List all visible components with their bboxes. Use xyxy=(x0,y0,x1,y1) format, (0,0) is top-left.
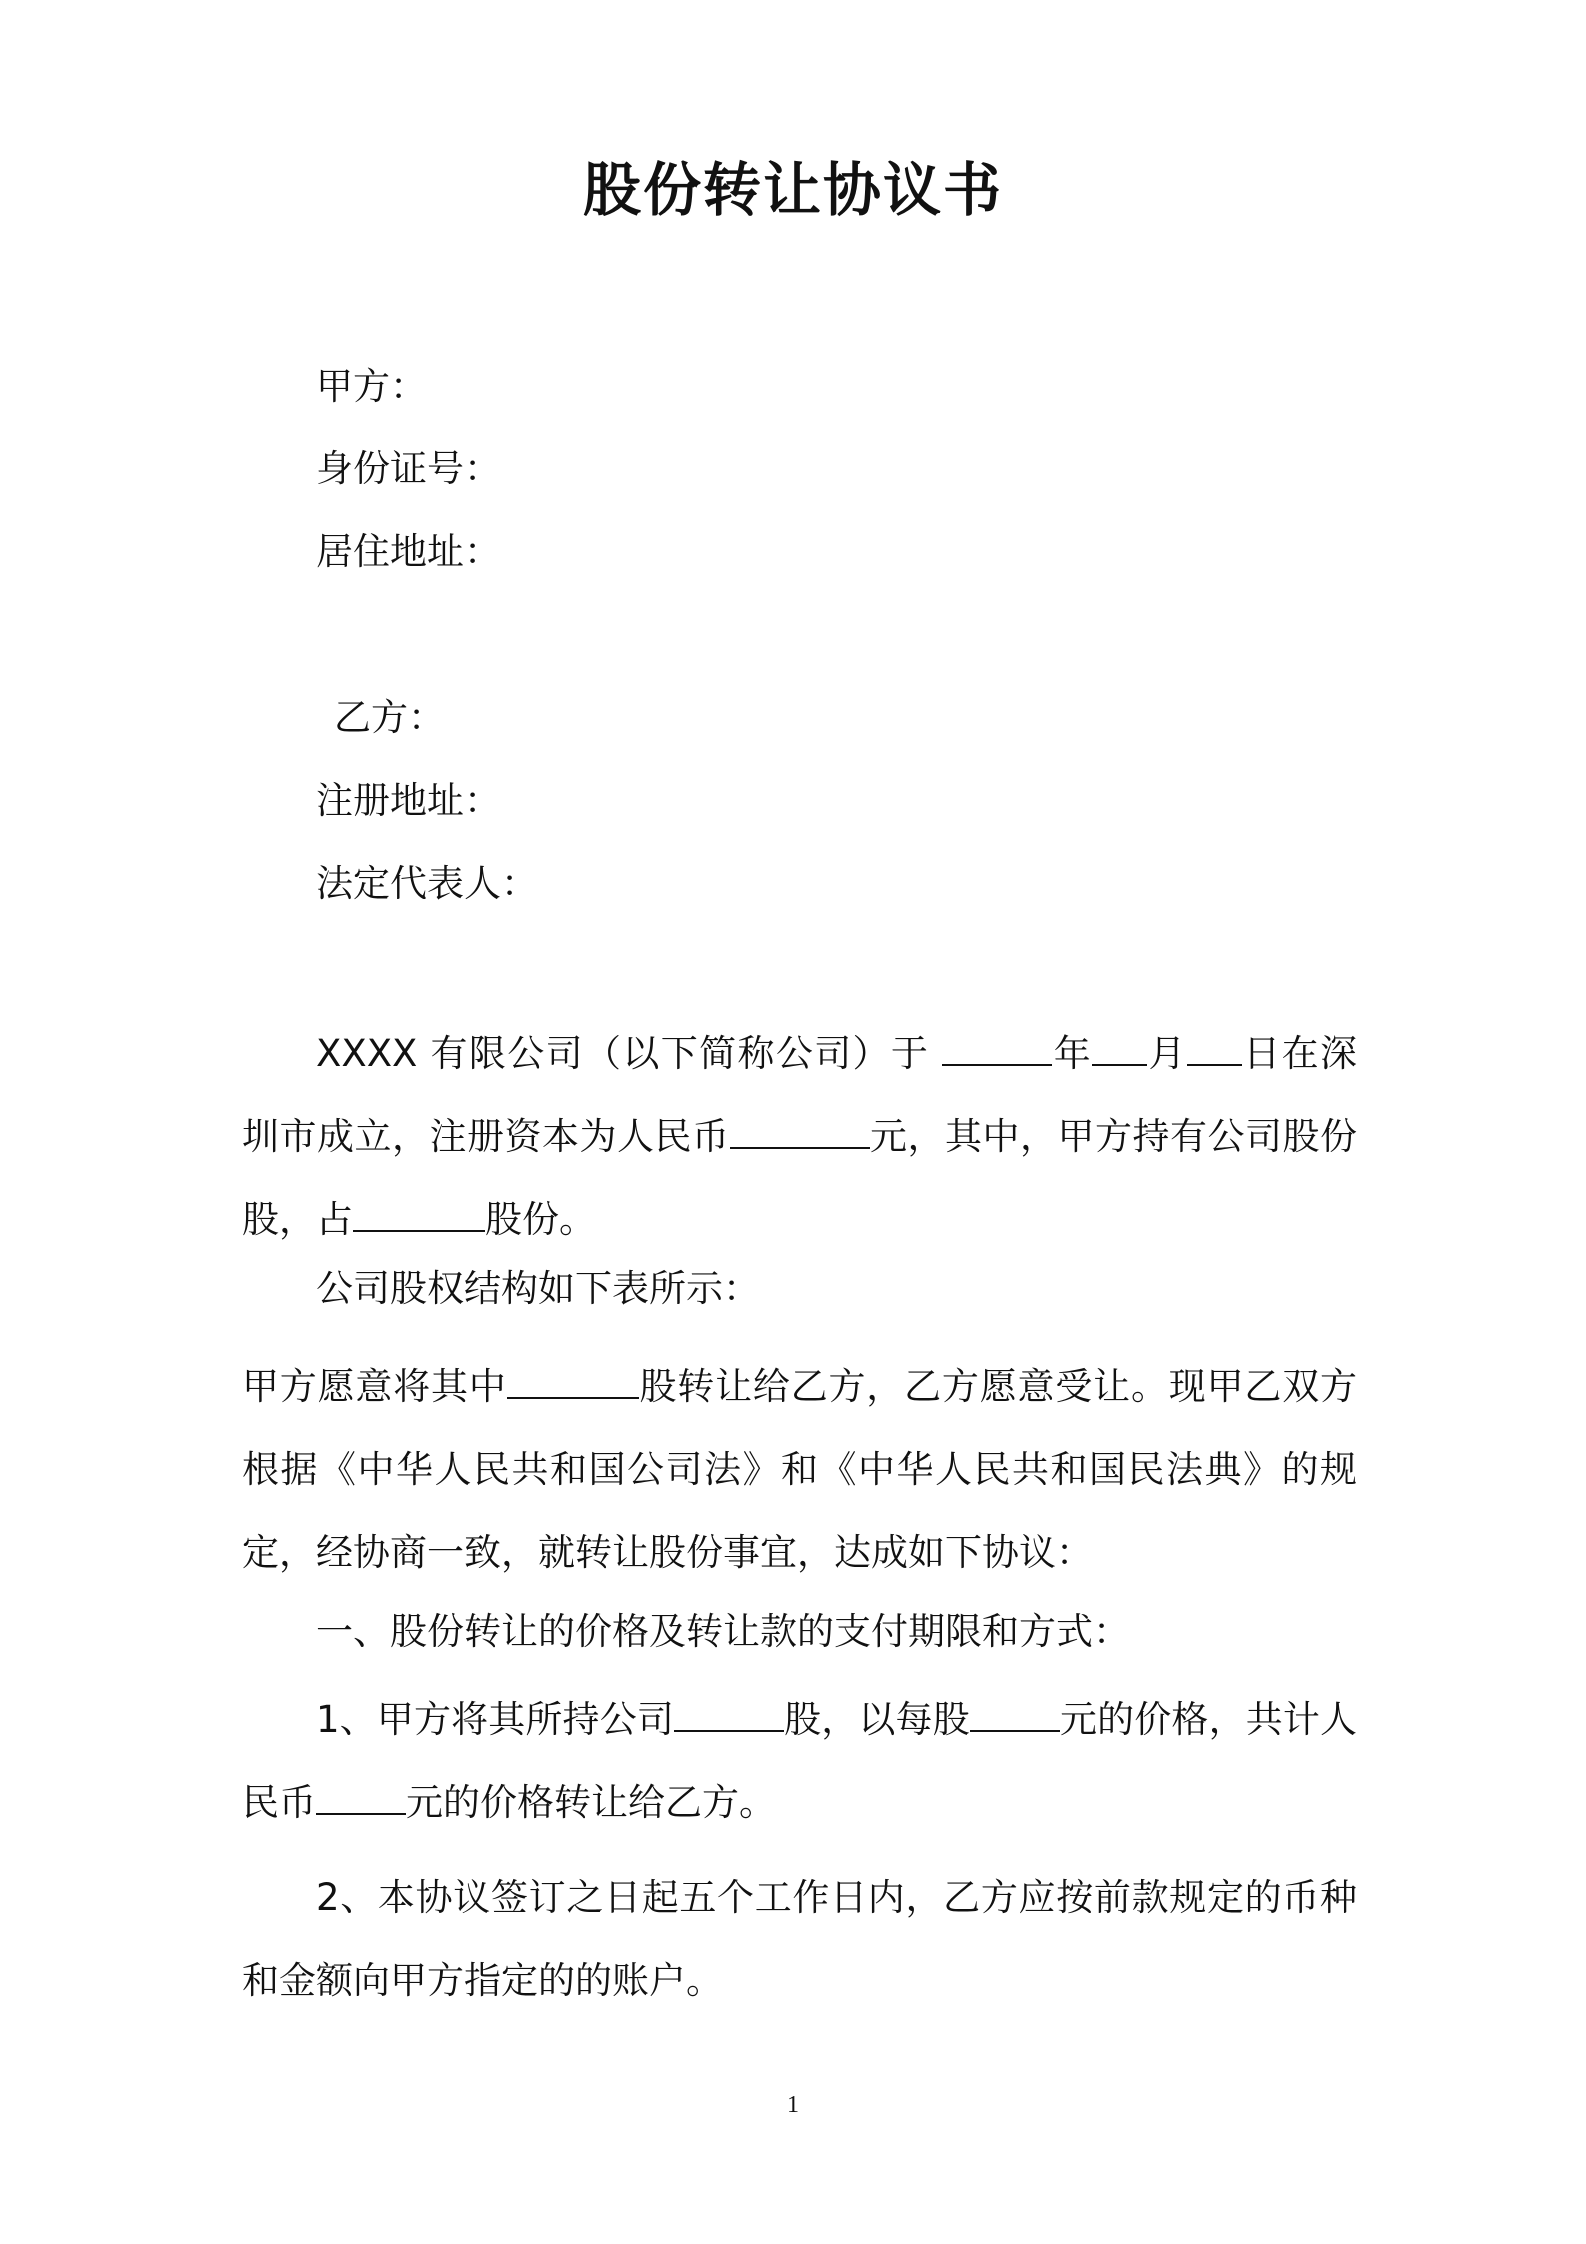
intro-text-transfer: 甲方愿意将其中 xyxy=(242,1365,507,1408)
party-b-address-label: 注册地址： xyxy=(316,779,501,822)
capital-blank xyxy=(730,1107,870,1149)
intro-text-shares: 元，其中，甲方持有公司股份股，占 xyxy=(242,1115,1357,1241)
item-1-text-d: 元的价格转让给乙方。 xyxy=(406,1781,776,1824)
intro-paragraph-3 xyxy=(242,1345,1357,1594)
party-a-label: 甲方： xyxy=(316,365,427,408)
month-blank xyxy=(1092,1024,1147,1066)
document-title: 股份转让协议书 xyxy=(582,156,1003,224)
transfer-shares-blank xyxy=(507,1357,639,1399)
party-b-representative-label: 法定代表人： xyxy=(316,862,538,905)
item-1-price-blank xyxy=(970,1690,1060,1732)
intro-text-company: XXXX 有限公司（以下简称公司）于 xyxy=(316,1032,930,1075)
section-1-heading: 一、股份转让的价格及转让款的支付期限和方式： xyxy=(316,1610,1130,1653)
intro-text-year: 年 xyxy=(1052,1032,1093,1075)
party-a-id-label: 身份证号： xyxy=(316,447,501,490)
item-1-total-blank xyxy=(316,1773,406,1815)
intro-paragraph-2: 公司股权结构如下表所示： xyxy=(316,1267,760,1310)
party-b-label: 乙方： xyxy=(334,696,445,739)
intro-text-end: 股份。 xyxy=(485,1198,596,1241)
item-1-text-b: 股，以每股 xyxy=(783,1698,970,1741)
party-a-address-label: 居住地址： xyxy=(316,530,501,573)
item-1-shares-blank xyxy=(674,1690,784,1732)
section-1-item-2: 2、本协议签订之日起五个工作日内，乙方应按前款规定的币种和金额向甲方指定的的账户。 xyxy=(242,1876,1357,2002)
intro-paragraph-1 xyxy=(242,1012,1357,1261)
day-blank xyxy=(1187,1024,1242,1066)
intro-text-capital: 日在深圳市成立，注册资本为人民币 xyxy=(242,1032,1358,1158)
percentage-blank xyxy=(353,1190,485,1232)
intro-text-agreement: 股转让给乙方，乙方愿意受让。现甲乙双方根据《中华人民共和国公司法》和《中华人民共和国民法典》的规定，经协商一致，就转让股份事宜，达成如下协议： xyxy=(242,1365,1358,1574)
year-blank xyxy=(942,1024,1052,1066)
item-1-text-c: 元的价格，共计人民币 xyxy=(242,1698,1358,1824)
intro-text-month: 月 xyxy=(1147,1032,1187,1075)
page-number: 1 xyxy=(787,2092,799,2118)
item-1-text-a: 1、甲方将其所持公司 xyxy=(316,1698,674,1741)
section-1-item-1 xyxy=(242,1678,1357,1844)
